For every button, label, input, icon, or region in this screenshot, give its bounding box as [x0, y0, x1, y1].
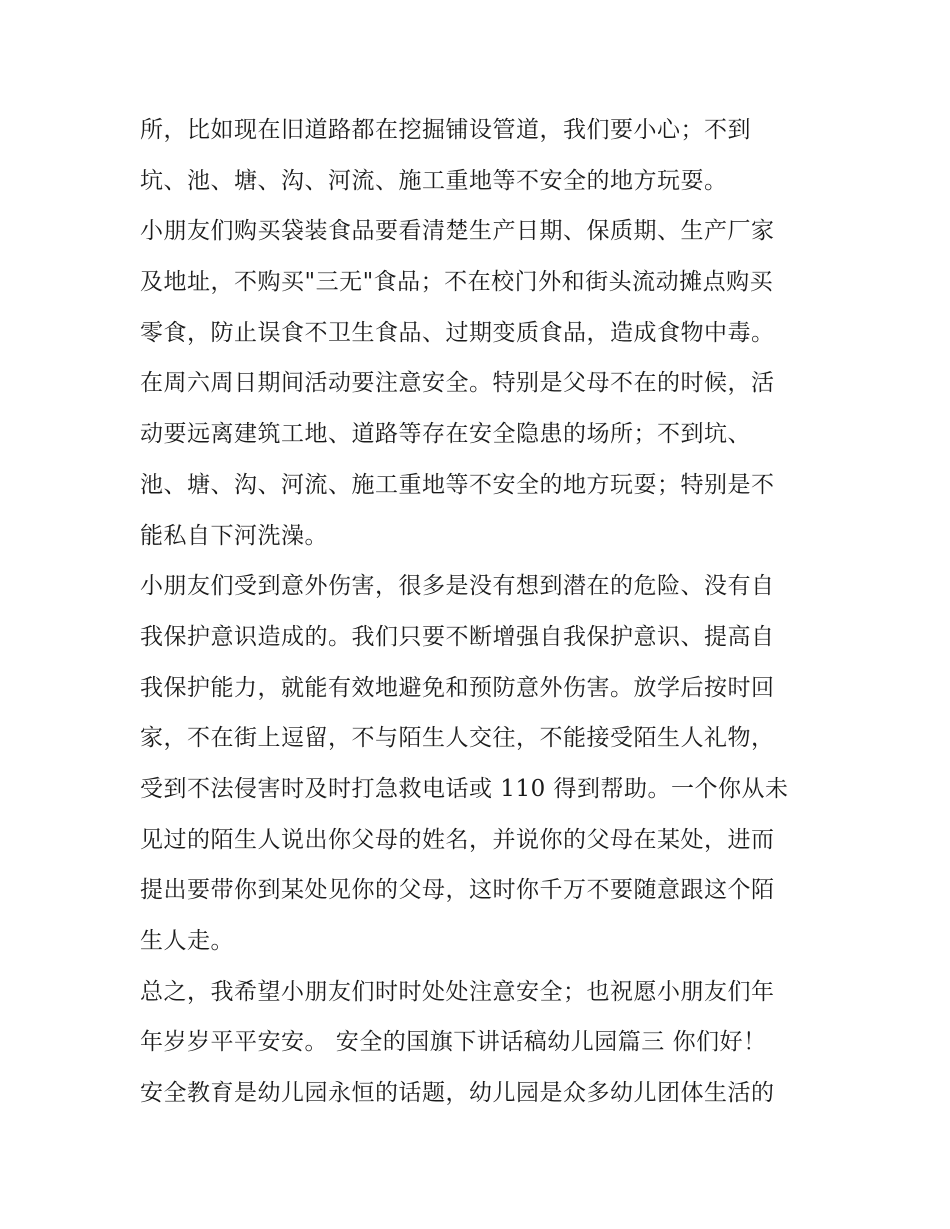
text-line: 年岁岁平平安安。 安全的国旗下讲话稿幼儿园篇三 你们好！: [140, 1029, 767, 1056]
text-line: 生人走。: [140, 928, 234, 954]
text-line: 总之，我希望小朋友们时时处处注意安全；也祝愿小朋友们年: [140, 978, 775, 1005]
text-line: 所，比如现在旧道路都在挖掘铺设管道，我们要小心；不到: [140, 117, 751, 143]
text-line: 坑、池、塘、沟、河流、施工重地等不安全的地方玩耍。: [140, 167, 728, 194]
text-line: 池、塘、沟、河流、施工重地等不安全的地方玩耍；特别是不: [140, 471, 775, 498]
text-line: 提出要带你到某处见你的父母，这时你千万不要随意跟这个陌: [140, 877, 775, 904]
text-line: 受到不法侵害时及时打急救电话或 110 得到帮助。一个你从未: [140, 775, 789, 802]
body-text: [140, 105, 820, 1119]
text-line: 我保护意识造成的。我们只要不断增强自我保护意识、提高自: [140, 623, 775, 650]
text-line: 能私自下河洗澡。: [140, 522, 328, 549]
text-line: 动要远离建筑工地、道路等存在安全隐患的场所；不到坑、: [140, 421, 751, 448]
text-line: 在周六周日期间活动要注意安全。特别是父母不在的时候，活: [140, 370, 775, 397]
text-line: 我保护能力，就能有效地避免和预防意外伤害。放学后按时回: [140, 674, 775, 701]
text-line: 安全教育是幼儿园永恒的话题，幼儿园是众多幼儿团体生活的: [140, 1080, 775, 1107]
text-line: 及地址，不购买"三无"食品；不在校门外和街头流动摊点购买: [140, 269, 774, 296]
text-line: 小朋友们购买袋装食品要看清楚生产日期、保质期、生产厂家: [140, 218, 775, 245]
text-line: 见过的陌生人说出你父母的姓名，并说你的父母在某处，进而: [140, 826, 775, 853]
text-line: 家，不在街上逗留，不与陌生人交往，不能接受陌生人礼物，: [140, 725, 775, 752]
text-line: 小朋友们受到意外伤害，很多是没有想到潜在的危险、没有自: [140, 573, 775, 600]
text-line: 零食，防止误食不卫生食品、过期变质食品，造成食物中毒。: [140, 319, 775, 346]
